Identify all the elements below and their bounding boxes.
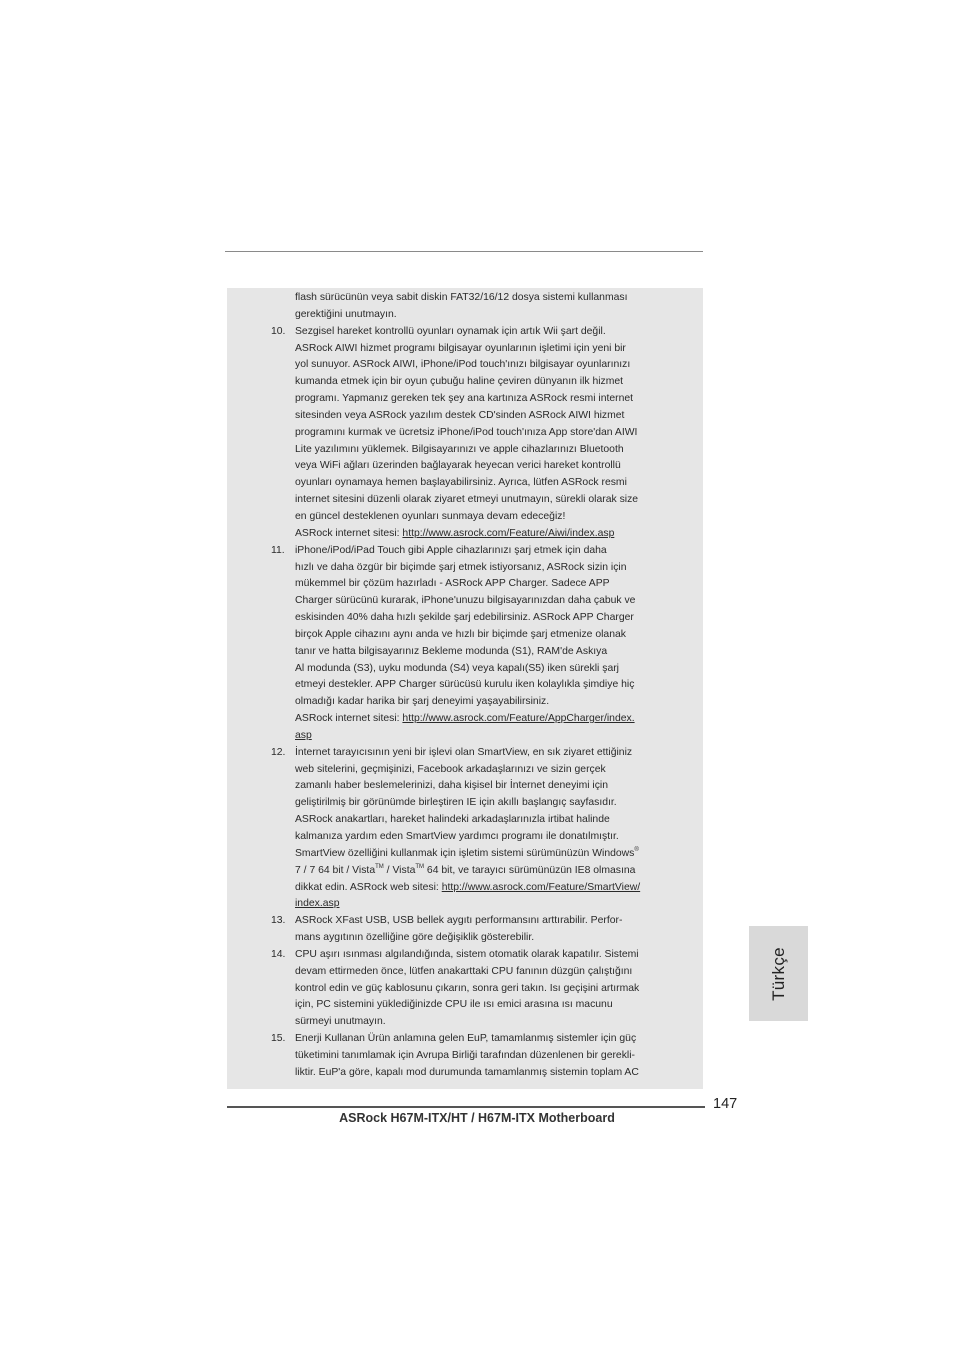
language-tab: [749, 926, 808, 1021]
text-line: [227, 896, 703, 913]
line-text: [295, 863, 635, 880]
list-number: 15.: [271, 1033, 286, 1045]
line-text: [295, 560, 626, 577]
line-text: [295, 324, 606, 341]
text-segment: / Vista: [383, 864, 416, 876]
link[interactable]: http://www.asrock.com/Feature/Aiwi/index.asp: [402, 527, 615, 539]
line-text: [295, 475, 627, 492]
line-text: [295, 778, 608, 795]
text-segment: Enerji Kullanan Ürün anlamına gelen EuP, tamamlanmış sistemler için güç: [295, 1033, 637, 1045]
text-line: [227, 964, 703, 981]
text-segment: olmadığı kadar harika bir şarj deneyimi yaşayabilirsiniz.: [295, 696, 550, 708]
text-segment: ASRock XFast USB, USB bellek aygıtı performansını arttırabilir. Perfor-: [295, 915, 623, 927]
line-text: [295, 677, 634, 694]
text-line: [227, 408, 703, 425]
text-segment: etmeyi destekler. APP Charger sürücüsü kurulu iken kolaylıkla şimdiye hiç: [295, 679, 635, 691]
text-line: [227, 290, 703, 307]
line-text: [295, 1065, 639, 1082]
text-segment: ASRock AIWI hizmet programı bilgisayar oyunlarının işletimi için yeni bir: [295, 342, 626, 354]
text-line: [227, 913, 703, 930]
text-segment: internet sitesini düzenli olarak ziyaret etmeyi unutmayın, sürekli olarak size: [295, 494, 639, 506]
text-line: [227, 442, 703, 459]
line-text: [295, 1048, 635, 1065]
text-line: [227, 644, 703, 661]
line-text: [295, 526, 614, 543]
text-line: [227, 795, 703, 812]
line-text: [295, 458, 621, 475]
line-text: [295, 290, 627, 307]
line-text: [295, 964, 632, 981]
text-line: [227, 1031, 703, 1048]
text-line: [227, 307, 703, 324]
line-text: [295, 896, 339, 913]
line-text: [295, 1014, 386, 1031]
text-line: [227, 627, 703, 644]
text-line: [227, 829, 703, 846]
link[interactable]: index.asp: [295, 898, 340, 910]
bottom-rule: [227, 1106, 705, 1108]
line-text: [295, 913, 622, 930]
line-text: [295, 610, 634, 627]
text-segment: zamanlı haber beslemelerinizi, daha kişisel bir İnternet deneyimi için: [295, 780, 609, 792]
line-text: [295, 644, 607, 661]
line-text: [295, 391, 633, 408]
superscript: ®: [634, 846, 639, 853]
text-segment: sürmeyi unutmayın.: [295, 1016, 386, 1028]
text-segment: geliştirilmiş bir görünümde birleştiren IE için akıllı başlangıç sayfasıdır.: [295, 797, 617, 809]
line-text: [295, 1031, 636, 1048]
text-segment: ASRock internet sitesi:: [295, 713, 403, 725]
line-text: [295, 374, 623, 391]
text-segment: yol sunuyor. ASRock AIWI, iPhone/iPod touch'ınızı bilgisayar oyunlarınızı: [295, 359, 631, 371]
text-segment: programı. Yapmanız gereken tek şey ana kartınıza ASRock resmi internet: [295, 393, 634, 405]
link[interactable]: http://www.asrock.com/Feature/AppCharger/index.: [402, 713, 635, 725]
line-text: [295, 492, 638, 509]
text-segment: kumanda etmek için bir oyun çubuğu haline çeviren dünyanın ilk hizmet: [295, 376, 624, 388]
line-text: [295, 947, 639, 964]
text-segment: liktir. EuP'a göre, kapalı mod durumunda tamamlanmış sistemin toplam AC: [295, 1066, 639, 1078]
text-line: [227, 509, 703, 526]
text-line: [227, 778, 703, 795]
text-segment: Sezgisel hareket kontrollü oyunları oynamak için artık Wii şart değil.: [295, 325, 606, 337]
text-line: [227, 812, 703, 829]
top-rule: [225, 251, 703, 252]
language-tab-label: Türkçe: [768, 946, 788, 1001]
text-line: [227, 1048, 703, 1065]
text-line: [227, 880, 703, 897]
text-segment: devam ettirmeden önce, lütfen anakarttaki CPU fanının düzgün çalıştığını: [295, 965, 633, 977]
line-text: [295, 829, 619, 846]
text-line: [227, 492, 703, 509]
superscript: TM: [415, 863, 425, 870]
text-line: [227, 391, 703, 408]
text-segment: 7 / 7 64 bit / Vista: [295, 864, 376, 876]
line-text: [295, 997, 613, 1014]
line-text: [295, 812, 610, 829]
text-line: [227, 560, 703, 577]
line-text: [295, 745, 632, 762]
text-line: [227, 745, 703, 762]
list-number: 13.: [271, 915, 286, 927]
text-segment: iPhone/iPod/iPad Touch gibi Apple cihazlarınızı şarj etmek için daha: [295, 544, 607, 556]
line-text: [295, 981, 639, 998]
list-number: 10.: [271, 325, 286, 337]
text-segment: veya WiFi ağları üzerinden bağlayarak heyecan verici hareket kontrollü: [295, 460, 621, 472]
text-line: [227, 324, 703, 341]
text-line: [227, 593, 703, 610]
body-text: [227, 290, 703, 1082]
text-segment: kalmanıza yardım eden SmartView yardımcı programı ile donatılmıştır.: [295, 831, 619, 842]
text-line: [227, 610, 703, 627]
superscript: TM: [375, 863, 384, 870]
text-segment: hızlı ve daha özgür bir biçimde şarj etmek istiyorsanız, ASRock sizin için: [295, 561, 627, 573]
line-text: [295, 795, 617, 812]
text-segment: gerektiğini unutmayın.: [295, 308, 397, 320]
line-text: [295, 341, 626, 358]
line-text: [295, 880, 640, 897]
text-line: [227, 357, 703, 374]
link[interactable]: asp: [295, 729, 312, 741]
text-line: [227, 576, 703, 593]
text-line: [227, 997, 703, 1014]
text-line: [227, 458, 703, 475]
line-text: [295, 357, 630, 374]
text-segment: Al modunda (S3), uyku modunda (S4) veya kapalı(S5) iken sürekli şarj: [295, 662, 619, 674]
text-line: [227, 762, 703, 779]
text-segment: ASRock internet sitesi:: [295, 527, 403, 539]
text-segment: web sitelerini, geçmişinizi, Facebook arkadaşlarınızı ve sizin gerçek: [295, 763, 606, 775]
text-segment: 64 bit, ve tarayıcı sürümünüzün IE8 olmasına: [424, 864, 636, 876]
page-number: 147: [713, 1096, 738, 1112]
text-segment: dikkat edin. ASRock web sitesi:: [295, 881, 442, 893]
text-line: [227, 661, 703, 678]
line-text: [295, 593, 635, 610]
text-segment: tüketimini tanımlamak için Avrupa Birliği tarafından düzenlenen bir gerekli-: [295, 1049, 635, 1061]
line-text: [295, 442, 624, 459]
line-text: [295, 408, 624, 425]
text-line: [227, 694, 703, 711]
text-line: [227, 543, 703, 560]
text-segment: Charger sürücünü kurarak, iPhone'unuzu bilgisayarınızdan daha çabuk ve: [295, 595, 636, 607]
text-line: [227, 341, 703, 358]
text-line: [227, 981, 703, 998]
link[interactable]: http://www.asrock.com/Feature/SmartView/: [441, 881, 641, 893]
text-line: [227, 930, 703, 947]
line-text: [295, 711, 635, 728]
text-line: [227, 475, 703, 492]
text-segment: en güncel desteklenen oyunları sunmaya devam edeceğiz!: [295, 510, 566, 522]
text-line: [227, 677, 703, 694]
text-segment: oyunları oynamaya hemen başlayabilirsiniz. Ayrıca, lütfen ASRock resmi: [295, 477, 627, 489]
line-text: [295, 627, 626, 644]
text-segment: programını kurmak ve ücretsiz iPhone/iPod touch'ınıza App store'dan AIWI: [295, 426, 638, 438]
text-line: [227, 1065, 703, 1082]
line-text: [295, 661, 619, 678]
text-line: [227, 947, 703, 964]
text-line: [227, 425, 703, 442]
text-line: [227, 846, 703, 863]
list-number: 12.: [271, 746, 286, 758]
line-text: [295, 694, 549, 711]
text-segment: için, PC sistemini yüklediğinizde CPU ile ısı emici arasına ısı macunu: [295, 999, 613, 1011]
footer-title: ASRock H67M-ITX/HT / H67M-ITX Motherboard: [339, 1111, 615, 1125]
text-line: [227, 1014, 703, 1031]
line-text: [295, 846, 639, 863]
text-line: [227, 526, 703, 543]
text-segment: ASRock anakartları, hareket halindeki arkadaşlarınızla irtibat halinde: [295, 814, 610, 826]
text-line: [227, 711, 703, 728]
text-segment: mükemmel bir çözüm hazırladı - ASRock APP Charger. Sadece APP: [295, 578, 610, 590]
line-text: [295, 425, 637, 442]
text-line: [227, 728, 703, 745]
line-text: [295, 576, 610, 593]
text-segment: tanır ve hatta bilgisayarınız Bekleme modunda (S1), RAM'de Askıya: [295, 645, 608, 657]
text-segment: mans aygıtının özelliğine göre değişiklik gösterebilir.: [295, 932, 535, 944]
list-number: 11.: [271, 544, 285, 556]
line-text: [295, 762, 606, 779]
text-segment: Lite yazılımını yüklemek. Bilgisayarınızı ve apple cihazlarınızı Bluetooth: [295, 443, 624, 455]
text-segment: flash sürücünün veya sabit diskin FAT32/16/12 dosya sistemi kullanması: [295, 292, 628, 303]
text-segment: CPU aşırı ısınması algılandığında, sistem otomatik olarak kapatılır. Sistemi: [295, 948, 639, 960]
text-segment: SmartView özelliğini kullanmak için işletim sistemi sürümünüzün Windows: [295, 847, 635, 859]
text-line: [227, 863, 703, 880]
line-text: [295, 543, 607, 560]
list-number: 14.: [271, 948, 286, 960]
text-segment: kontrol edin ve güç kablosunu çıkarın, sonra geri takın. Isı geçişini artırmak: [295, 982, 640, 994]
text-segment: sitesinden veya ASRock yazılım destek CD'sinden ASRock AIWI hizmet: [295, 409, 625, 421]
line-text: [295, 930, 534, 947]
line-text: [295, 509, 565, 526]
line-text: [295, 307, 397, 324]
text-segment: eskisinden 40% daha hızlı şekilde şarj edebilirsiniz. ASRock APP Charger: [295, 612, 634, 624]
text-line: [227, 374, 703, 391]
text-segment: İnternet tarayıcısının yeni bir işlevi olan SmartView, en sık ziyaret ettiğiniz: [295, 746, 633, 758]
text-segment: birçok Apple cihazını aynı anda ve hızlı bir biçimde şarj etmenize olanak: [295, 628, 626, 640]
line-text: [295, 728, 312, 745]
content-panel: [227, 288, 703, 1089]
